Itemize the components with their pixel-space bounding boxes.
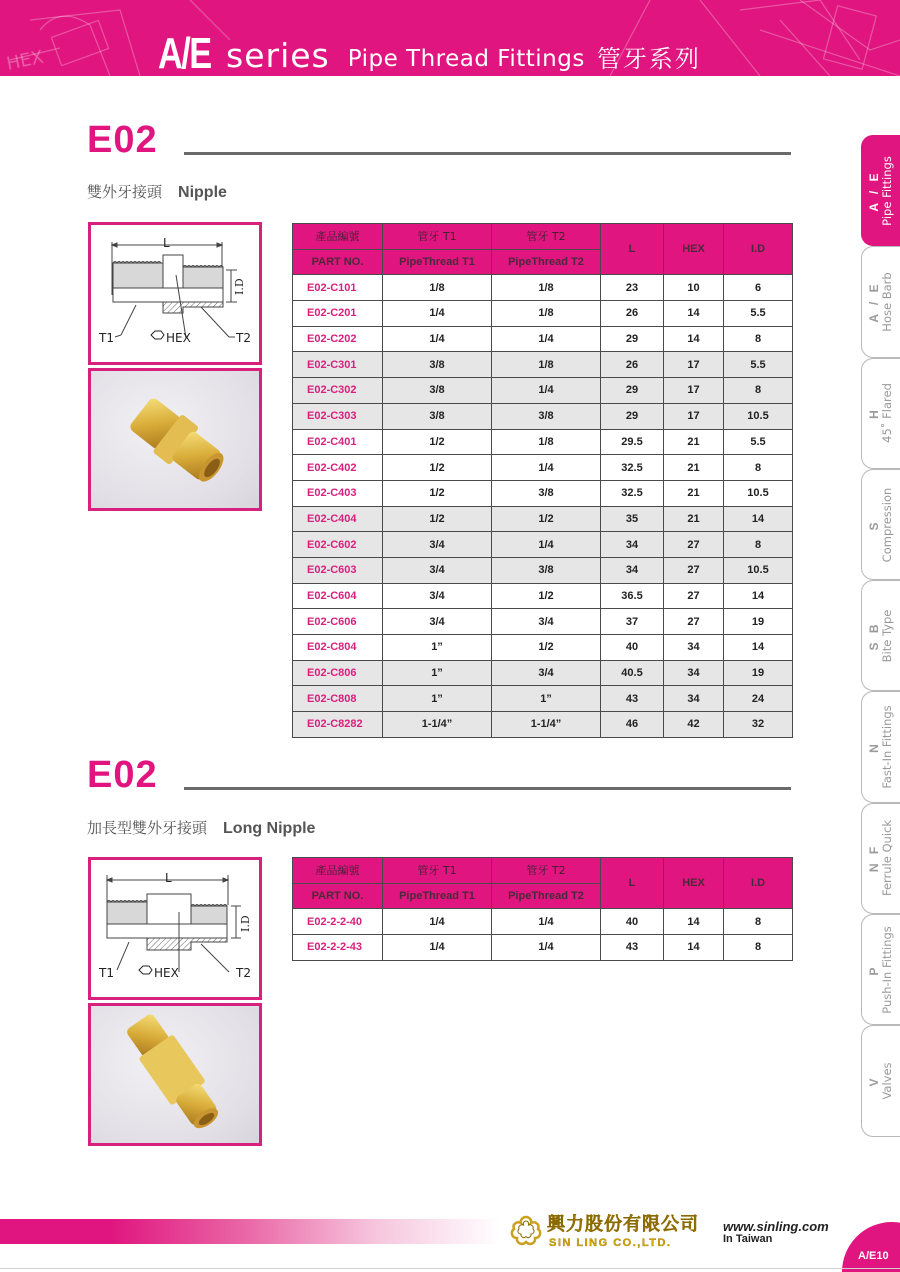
cell-pipe-thread-t2: 1/4 [492,909,601,935]
cell-inner-diameter: 5.5 [724,301,793,327]
cell-part-number: E02-C402 [293,455,383,481]
cell-hex-size: 27 [664,532,724,558]
section-subtitle [87,181,227,202]
tab-valves[interactable] [861,1025,900,1136]
table-row [293,712,793,738]
col-header-t1: PipeThread T1 [383,883,492,909]
label-length: L [163,236,170,250]
section-name-zh: 雙外牙接頭 [87,183,163,201]
page-badge [842,1222,900,1272]
cell-pipe-thread-t2: 1/2 [492,506,601,532]
section-name-en: Nipple [178,184,227,201]
cell-pipe-thread-t1: 1/4 [383,909,492,935]
cell-length: 29 [601,403,664,429]
hex-icon [151,331,164,339]
section-name-zh: 加長型雙外牙接頭 [87,819,208,837]
col-header-hex: HEX [664,858,724,909]
cell-part-number: E02-C602 [293,532,383,558]
cell-hex-size: 27 [664,609,724,635]
col-header-t1: PipeThread T1 [383,249,492,275]
tab-label: Bite Type [880,609,894,663]
tab-code: P [867,964,881,976]
nipple-spec-table [292,223,793,738]
banner-title [158,30,701,74]
cell-hex-size: 27 [664,557,724,583]
table-row [293,352,793,378]
tab-label: Valves [880,1062,894,1100]
cell-inner-diameter: 32 [724,712,793,738]
cell-part-number: E02-C302 [293,378,383,404]
company-location: In Taiwan [723,1233,773,1245]
cell-part-number: E02-C8282 [293,712,383,738]
table-row [293,557,793,583]
cell-pipe-thread-t1: 1/2 [383,455,492,481]
col-header-length: L [601,224,664,275]
cell-pipe-thread-t2: 1/4 [492,455,601,481]
cell-hex-size: 14 [664,909,724,935]
cell-pipe-thread-t2: 1/4 [492,326,601,352]
cell-length: 26 [601,352,664,378]
cell-part-number: E02-C603 [293,557,383,583]
col-header-t2-zh: 管牙 T2 [492,224,601,250]
cell-hex-size: 34 [664,635,724,661]
series-label: series [226,36,330,75]
label-t1: T1 [99,966,114,980]
cell-part-number: E02-C404 [293,506,383,532]
cell-inner-diameter: 5.5 [724,429,793,455]
cell-length: 29.5 [601,429,664,455]
long-nipple-spec-table [292,857,793,961]
cell-part-number: E02-C806 [293,660,383,686]
cell-part-number: E02-C201 [293,301,383,327]
long-nipple-cross-section-drawing [91,860,259,997]
cell-pipe-thread-t1: 1” [383,635,492,661]
table-row [293,935,793,961]
cell-hex-size: 14 [664,935,724,961]
section-name-en: Long Nipple [223,820,316,837]
label-t2: T2 [236,966,251,980]
cell-inner-diameter: 8 [724,326,793,352]
label-inner-diameter: I.D [239,915,252,932]
cell-pipe-thread-t2: 3/4 [492,660,601,686]
col-header-t2: PipeThread T2 [492,249,601,275]
cell-inner-diameter: 14 [724,583,793,609]
cell-length: 26 [601,301,664,327]
col-header-t2: PipeThread T2 [492,883,601,909]
cell-pipe-thread-t1: 1/4 [383,326,492,352]
cell-part-number: E02-C804 [293,635,383,661]
tab-code: N F [867,844,881,873]
cell-length: 32.5 [601,480,664,506]
tab-label: Pipe Fittings [880,155,894,226]
cell-length: 40 [601,909,664,935]
company-name-en: SIN LING CO.,LTD. [549,1237,672,1249]
category-tabs [861,135,900,1137]
tab-label: Fast-In Fittings [880,705,894,789]
cell-hex-size: 21 [664,506,724,532]
footer-gradient-bar [0,1219,500,1244]
cell-hex-size: 21 [664,480,724,506]
tab-pipe-fittings[interactable] [861,135,900,246]
col-header-id: I.D [724,858,793,909]
tab-45-flared[interactable] [861,358,900,469]
table-row [293,378,793,404]
tab-code: H [867,407,881,420]
table-row [293,480,793,506]
cell-hex-size: 34 [664,686,724,712]
hex-icon [139,966,152,974]
cell-pipe-thread-t1: 3/8 [383,378,492,404]
cell-length: 37 [601,609,664,635]
table-row [293,429,793,455]
table-row [293,532,793,558]
cell-inner-diameter: 5.5 [724,352,793,378]
long-nipple-photo [88,1003,262,1146]
tab-code: S [867,519,881,531]
table-row [293,275,793,301]
section-divider [184,152,791,155]
tab-ferrule-quick[interactable] [861,803,900,914]
table-row [293,326,793,352]
cell-pipe-thread-t1: 1/8 [383,275,492,301]
table-row [293,583,793,609]
tab-bite-type[interactable] [861,580,900,691]
cell-part-number: E02-C604 [293,583,383,609]
cell-pipe-thread-t2: 3/8 [492,557,601,583]
section-divider [184,787,791,790]
label-t1: T1 [99,331,114,345]
cell-pipe-thread-t1: 1-1/4” [383,712,492,738]
col-header-part-no-zh: 產品編號 [293,224,383,250]
cell-length: 43 [601,935,664,961]
cell-part-number: E02-C101 [293,275,383,301]
col-header-part-no: PART NO. [293,249,383,275]
section-subtitle [87,817,315,838]
tab-content [868,820,894,896]
cell-inner-diameter: 14 [724,506,793,532]
header-banner [0,0,900,76]
website-link[interactable]: www.sinling.com [723,1219,829,1234]
tab-code: V [867,1075,881,1087]
nipple-photo [88,368,262,511]
tab-fast-in-fittings[interactable] [861,691,900,802]
col-header-length: L [601,858,664,909]
cell-hex-size: 14 [664,301,724,327]
label-t2: T2 [236,331,251,345]
cell-inner-diameter: 10.5 [724,557,793,583]
tab-content [868,383,894,443]
tab-content [868,487,894,562]
cell-inner-diameter: 10.5 [724,480,793,506]
cell-pipe-thread-t1: 1/2 [383,506,492,532]
cell-pipe-thread-t2: 1/8 [492,352,601,378]
cell-pipe-thread-t2: 1/2 [492,635,601,661]
brand-mark: A/E [158,29,211,76]
cell-hex-size: 17 [664,403,724,429]
cell-pipe-thread-t1: 1” [383,686,492,712]
cell-hex-size: 21 [664,455,724,481]
cell-inner-diameter: 8 [724,909,793,935]
tab-label: Push-In Fittings [880,925,894,1014]
cell-pipe-thread-t1: 3/8 [383,403,492,429]
table-row [293,660,793,686]
cell-part-number: E02-C202 [293,326,383,352]
tab-label: Compression [880,487,894,562]
tab-hose-barb[interactable] [861,246,900,357]
tab-content [868,926,894,1014]
cell-pipe-thread-t2: 1/8 [492,301,601,327]
cell-inner-diameter: 24 [724,686,793,712]
cell-part-number: E02-C606 [293,609,383,635]
col-header-t1-zh: 管牙 T1 [383,858,492,884]
table-row [293,635,793,661]
cell-length: 40 [601,635,664,661]
table-row [293,909,793,935]
cell-hex-size: 27 [664,583,724,609]
table-row [293,506,793,532]
cell-hex-size: 17 [664,378,724,404]
cell-inner-diameter: 10.5 [724,403,793,429]
tab-code: S B [867,621,881,651]
cell-pipe-thread-t2: 1/2 [492,583,601,609]
tab-code: A / E [867,170,881,212]
table-row [293,455,793,481]
cell-inner-diameter: 8 [724,532,793,558]
cell-pipe-thread-t2: 3/4 [492,609,601,635]
table-row [293,403,793,429]
cell-inner-diameter: 19 [724,609,793,635]
cell-hex-size: 34 [664,660,724,686]
cell-pipe-thread-t1: 1/2 [383,480,492,506]
cell-hex-size: 17 [664,352,724,378]
cell-pipe-thread-t1: 1/4 [383,301,492,327]
cell-part-number: E02-C808 [293,686,383,712]
cell-length: 29 [601,326,664,352]
label-hex: HEX [166,331,191,345]
cell-pipe-thread-t1: 3/4 [383,532,492,558]
tab-content [868,156,894,226]
table-row [293,301,793,327]
tab-content [868,609,894,662]
tab-label: Hose Barb [880,272,894,332]
cell-pipe-thread-t1: 3/4 [383,583,492,609]
cell-pipe-thread-t1: 3/4 [383,557,492,583]
label-hex: HEX [154,966,179,980]
cell-pipe-thread-t2: 1-1/4” [492,712,601,738]
cell-inner-diameter: 14 [724,635,793,661]
tab-content [868,705,894,788]
company-name-zh: 興力股份有限公司 [547,1214,699,1235]
tab-label: Ferrule Quick [880,820,894,897]
company-logo-icon [508,1213,544,1249]
cell-pipe-thread-t2: 1” [492,686,601,712]
col-header-id: I.D [724,224,793,275]
cell-inner-diameter: 6 [724,275,793,301]
cell-length: 40.5 [601,660,664,686]
label-inner-diameter: I.D [233,278,246,295]
cell-length: 34 [601,557,664,583]
cell-pipe-thread-t2: 1/4 [492,532,601,558]
cell-length: 34 [601,532,664,558]
tab-compression[interactable] [861,469,900,580]
cell-inner-diameter: 8 [724,455,793,481]
brass-nipple-image [91,371,259,508]
cell-part-number: E02-C301 [293,352,383,378]
brass-long-nipple-image [91,1006,259,1143]
cell-pipe-thread-t2: 1/8 [492,275,601,301]
long-nipple-diagram [88,857,262,1000]
nipple-table-body [293,275,793,737]
tab-code: A / E [867,281,881,323]
cell-length: 43 [601,686,664,712]
col-header-t1-zh: 管牙 T1 [383,224,492,250]
svg-text:HEX: HEX [4,46,46,75]
page-number: A/E10 [858,1250,889,1262]
cell-inner-diameter: 19 [724,660,793,686]
col-header-part-no-zh: 產品編號 [293,858,383,884]
label-length: L [165,871,172,885]
cell-hex-size: 14 [664,326,724,352]
page-subtitle-zh: 管牙系列 [596,45,701,73]
tab-content [868,1062,894,1099]
cell-part-number: E02-2-2-43 [293,935,383,961]
cell-part-number: E02-C401 [293,429,383,455]
cell-hex-size: 10 [664,275,724,301]
cell-length: 36.5 [601,583,664,609]
bottom-divider [0,1268,900,1269]
section-code: E02 [87,119,158,161]
table-row [293,609,793,635]
cell-pipe-thread-t2: 1/8 [492,429,601,455]
cell-length: 23 [601,275,664,301]
section-code: E02 [87,754,158,796]
cell-pipe-thread-t1: 1/2 [383,429,492,455]
cell-part-number: E02-C403 [293,480,383,506]
nipple-diagram [88,222,262,365]
tab-label: 45˚ Flared [880,383,894,444]
cell-inner-diameter: 8 [724,935,793,961]
tab-code: N [867,741,881,753]
tab-content [868,272,894,331]
tab-push-in-fittings[interactable] [861,914,900,1025]
col-header-t2-zh: 管牙 T2 [492,858,601,884]
cell-hex-size: 21 [664,429,724,455]
cell-part-number: E02-2-2-40 [293,909,383,935]
table-row [293,686,793,712]
cell-pipe-thread-t1: 3/4 [383,609,492,635]
long-nipple-table-body [293,909,793,960]
cell-length: 32.5 [601,455,664,481]
cell-pipe-thread-t2: 3/8 [492,480,601,506]
cell-inner-diameter: 8 [724,378,793,404]
cell-hex-size: 42 [664,712,724,738]
col-header-hex: HEX [664,224,724,275]
cell-length: 46 [601,712,664,738]
cell-pipe-thread-t2: 3/8 [492,403,601,429]
cell-pipe-thread-t2: 1/4 [492,935,601,961]
col-header-part-no: PART NO. [293,883,383,909]
cell-length: 29 [601,378,664,404]
cell-pipe-thread-t1: 3/8 [383,352,492,378]
cell-pipe-thread-t1: 1/4 [383,935,492,961]
cell-length: 35 [601,506,664,532]
cell-pipe-thread-t1: 1” [383,660,492,686]
cell-part-number: E02-C303 [293,403,383,429]
nipple-cross-section-drawing [91,225,259,362]
cell-pipe-thread-t2: 1/4 [492,378,601,404]
page-subtitle: Pipe Thread Fittings [347,46,585,72]
